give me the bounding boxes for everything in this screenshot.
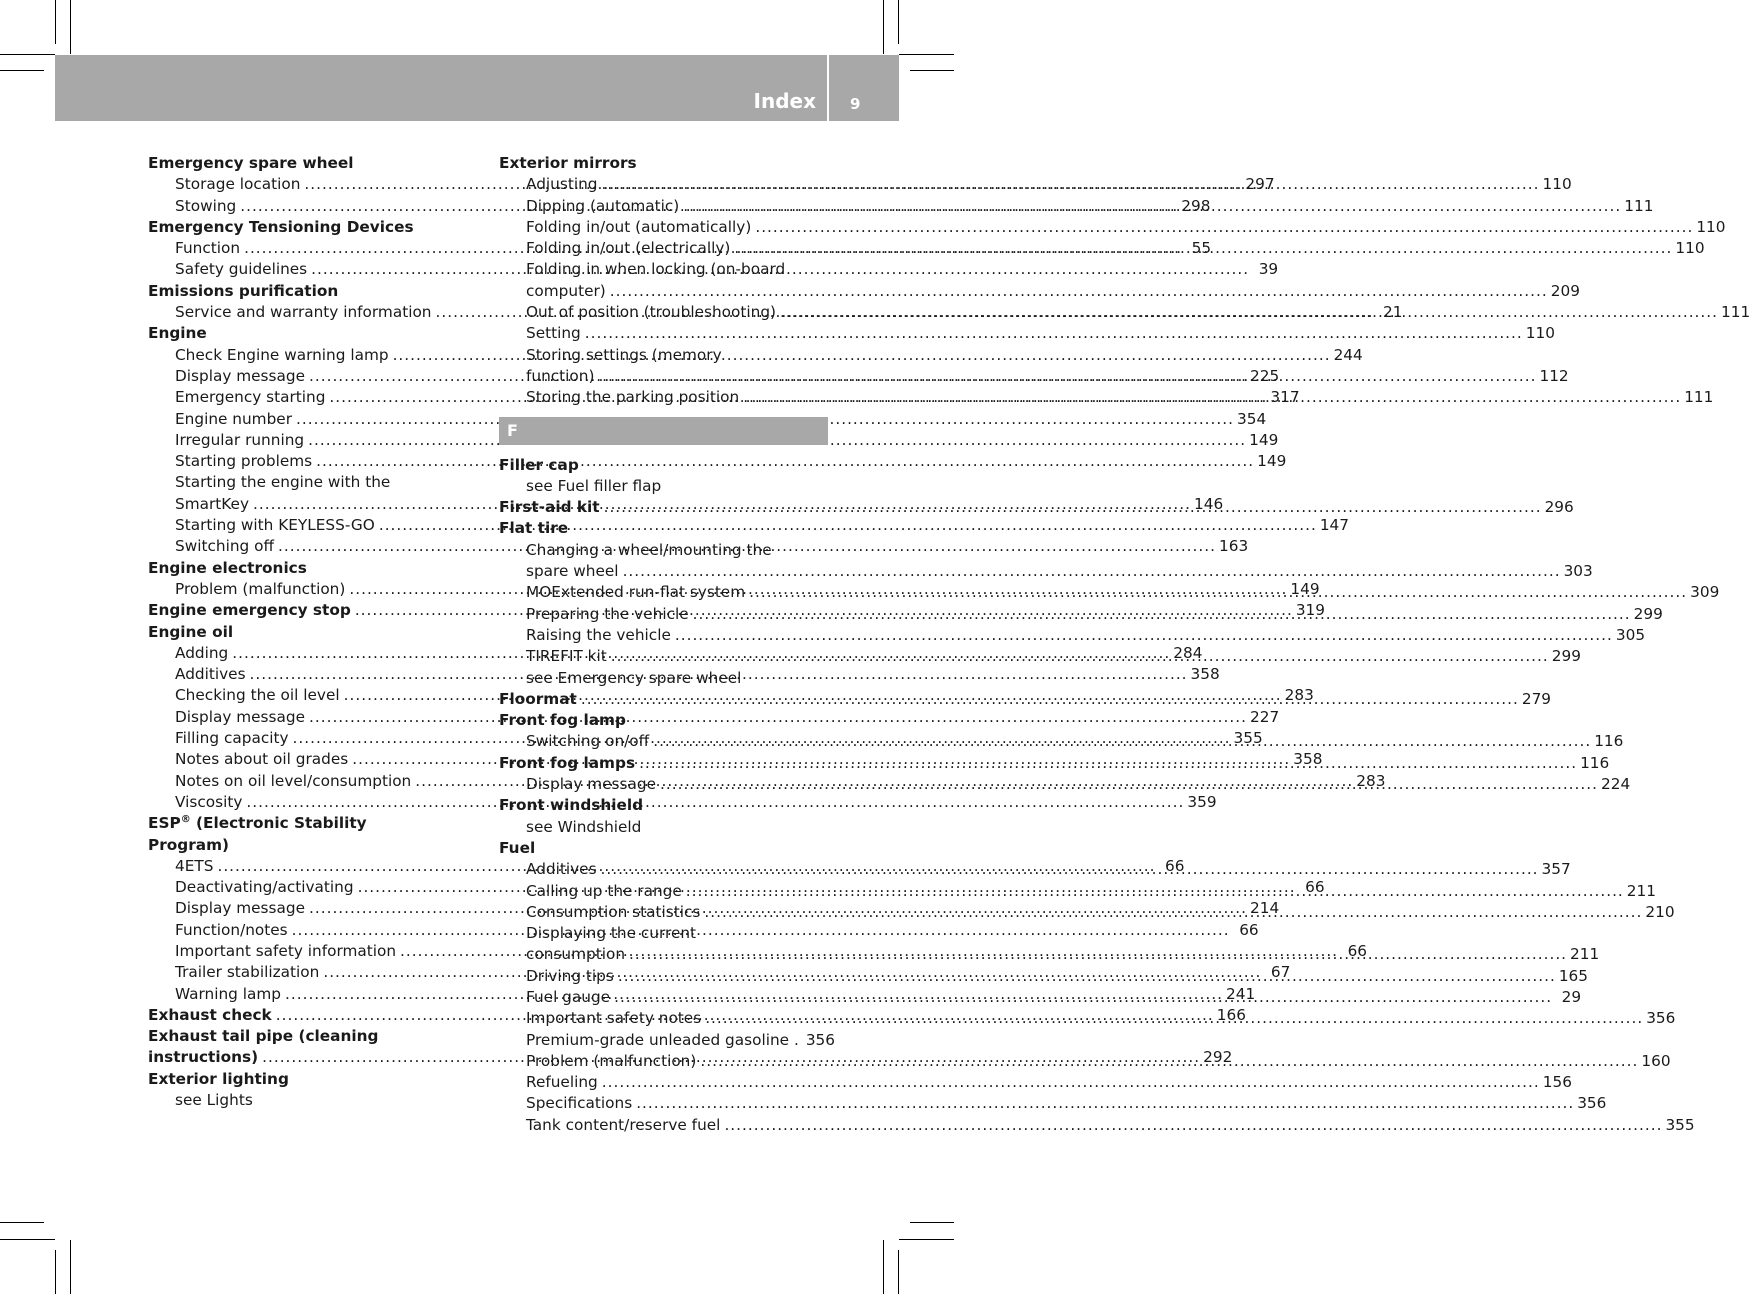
index-subentry — [499, 323, 1555, 344]
entry-label: see Lights — [175, 1091, 253, 1110]
crop-mark — [70, 1240, 71, 1294]
crop-mark — [55, 1250, 56, 1294]
index-subentry — [499, 476, 828, 497]
index-subentry — [499, 1030, 836, 1051]
leader-dots — [693, 604, 1631, 625]
leader-dots — [636, 1093, 1574, 1114]
index-entry — [499, 710, 828, 731]
index-subentry — [148, 1090, 477, 1111]
page-reference[interactable]: 296 — [1544, 498, 1574, 517]
entry-label: Flat tire — [499, 519, 569, 538]
section-letter-bar: F — [499, 417, 828, 445]
entry-label: Engine — [148, 324, 207, 343]
entry-label: Filling capacity — [175, 729, 289, 748]
index-entry — [148, 217, 477, 238]
entry-label: Preparing the vehicle — [526, 604, 689, 623]
page-reference[interactable]: 283 — [1356, 771, 1386, 790]
entry-label: Fuel — [499, 838, 536, 857]
crop-mark — [883, 1240, 884, 1294]
entry-label: Front fog lamps — [499, 753, 636, 772]
index-subentry — [499, 345, 828, 366]
index-entry — [148, 153, 477, 174]
entry-label: Driving tips — [526, 966, 614, 985]
entry-label: Display message — [175, 366, 305, 385]
entry-label: TIREFIT kit — [526, 647, 607, 666]
index-entry — [148, 813, 477, 834]
page-reference[interactable]: 355 — [1665, 1115, 1695, 1134]
entry-label: Service and warranty information — [175, 303, 432, 322]
index-subentry — [499, 923, 828, 944]
index-subentry — [499, 259, 828, 280]
entry-label: Switching on/off — [526, 732, 650, 751]
entry-label: Starting the engine with the — [175, 473, 391, 492]
entry-label: instructions) — [148, 1048, 259, 1067]
entry-label: Function — [175, 239, 241, 258]
entry-label: Display message — [526, 775, 656, 794]
entry-label: Refueling — [526, 1073, 598, 1092]
page-reference[interactable]: 165 — [1558, 966, 1589, 985]
crop-mark — [899, 1239, 954, 1240]
entry-label: 4ETS — [175, 856, 214, 875]
entry-label: computer) — [526, 281, 606, 300]
page-reference[interactable]: 358 — [1293, 750, 1323, 769]
page-reference[interactable]: 356 — [1646, 1009, 1676, 1028]
index-subentry — [148, 472, 477, 493]
entry-label: Safety guidelines — [175, 260, 308, 279]
leader-dots — [704, 902, 1642, 923]
entry-label: SmartKey — [175, 494, 250, 513]
entry-label: Check Engine warning lamp — [175, 345, 389, 364]
crop-mark — [898, 0, 899, 44]
leader-dots — [780, 302, 1718, 323]
entry-label: ESP — [148, 814, 181, 833]
leader-dots — [601, 174, 1539, 195]
entry-label: Exhaust check — [148, 1005, 272, 1024]
entry-label: see Windshield — [526, 817, 642, 836]
entry-label: Deactivating/activating — [175, 878, 354, 897]
page-reference[interactable]: 116 — [1594, 732, 1624, 751]
entry-label: Display message — [175, 707, 305, 726]
page-reference[interactable]: 283 — [1284, 686, 1314, 705]
crop-mark — [0, 70, 44, 71]
page-reference[interactable]: 299 — [1633, 604, 1663, 623]
leader-dots — [601, 859, 1539, 880]
leader-dots — [611, 646, 1549, 667]
page-reference[interactable]: 66 — [1164, 856, 1185, 875]
entry-label: Important safety notes — [526, 1009, 702, 1028]
page-reference[interactable]: 111 — [1624, 196, 1654, 215]
entry-label: Tank content/reserve fuel — [526, 1115, 721, 1134]
leader-dots — [749, 582, 1687, 603]
entry-label: Setting — [526, 324, 581, 343]
page-reference[interactable]: 317 — [1270, 388, 1300, 407]
page-reference[interactable]: 356 — [1577, 1094, 1607, 1113]
leader-dots — [623, 561, 1561, 582]
page-reference[interactable]: 359 — [1187, 792, 1217, 811]
index-subentry — [499, 668, 828, 689]
index-entry — [499, 518, 828, 539]
leader-dots — [585, 323, 1523, 344]
index-subentry — [499, 817, 828, 838]
page-reference[interactable]: 39 — [1258, 260, 1279, 279]
page-reference[interactable]: 298 — [1181, 196, 1211, 215]
crop-mark — [0, 1239, 55, 1240]
entry-label: Engine oil — [148, 622, 234, 641]
page-reference[interactable]: 67 — [1270, 963, 1291, 982]
page-reference[interactable]: 55 — [1191, 239, 1212, 258]
leader-dots — [618, 966, 1556, 987]
page-reference[interactable]: 66 — [1239, 920, 1259, 939]
crop-mark — [883, 0, 884, 54]
leader-dots — [629, 944, 1567, 965]
entry-label: Display message — [175, 899, 305, 918]
leader-dots — [639, 753, 1577, 774]
page-reference[interactable]: 309 — [1690, 583, 1720, 602]
index-subentry — [499, 281, 1580, 302]
page-reference[interactable]: 110 — [1696, 217, 1726, 236]
entry-label: Front fog lamp — [499, 711, 626, 730]
leader-dots — [734, 238, 1672, 259]
entry-label: Warning lamp — [175, 984, 281, 1003]
entry-label: Consumption statistics — [526, 902, 701, 921]
index-subentry — [499, 1093, 1607, 1114]
entry-label: Function/notes — [175, 920, 288, 939]
leader-dots — [724, 1115, 1662, 1136]
entry-label: Additives — [526, 860, 597, 879]
index-entry — [148, 323, 477, 344]
leader-dots — [700, 1051, 1638, 1072]
entry-label: Switching off — [175, 537, 274, 556]
entry-label: Program) — [148, 835, 230, 854]
entry-label: Storage location — [175, 175, 301, 194]
entry-label: Storing settings (memory — [526, 345, 722, 364]
index-subentry — [499, 217, 1726, 238]
crop-mark — [55, 0, 56, 44]
page-reference[interactable]: 166 — [1216, 1005, 1246, 1024]
leader-dots — [602, 1072, 1540, 1093]
entry-label: Additives — [175, 665, 246, 684]
page-reference[interactable]: 111 — [1721, 303, 1750, 322]
entry-label: Premium-grade unleaded gasoline . — [526, 1030, 799, 1049]
entry-label: Out of position (troubleshooting) — [526, 303, 777, 322]
page-reference[interactable]: 211 — [1570, 945, 1600, 964]
entry-label: Folding in/out (automatically) — [526, 217, 752, 236]
index-subentry — [499, 1115, 1695, 1136]
entry-label: Emergency spare wheel — [148, 154, 354, 172]
page-reference[interactable]: 149 — [1249, 430, 1279, 449]
entry-label: Irregular running — [175, 430, 305, 449]
leader-dots — [610, 281, 1548, 302]
page-reference[interactable]: 209 — [1550, 281, 1580, 300]
page-reference[interactable]: 224 — [1601, 775, 1631, 794]
page-reference[interactable]: 66 — [1347, 941, 1368, 960]
entry-label: Adjusting — [526, 175, 598, 194]
entry-label: MOExtended run-flat system — [526, 583, 746, 602]
page-reference[interactable]: 241 — [1226, 984, 1256, 1003]
page-reference[interactable]: 357 — [1541, 860, 1571, 879]
entry-label: Calling up the range — [526, 881, 682, 900]
leader-dots — [686, 881, 1624, 902]
entry-label: spare wheel — [526, 562, 619, 581]
entry-label: Emergency Tensioning Devices — [148, 217, 414, 236]
crop-mark — [70, 0, 71, 54]
page-reference[interactable]: 354 — [1237, 409, 1267, 428]
index-entry — [499, 153, 828, 174]
page-number: 9 — [850, 95, 861, 113]
crop-mark — [898, 1250, 899, 1294]
header-divider — [827, 55, 829, 121]
page-reference[interactable]: 214 — [1250, 899, 1280, 918]
index-subentry — [499, 625, 1646, 646]
leader-dots — [604, 497, 1542, 518]
page-reference[interactable]: 225 — [1250, 366, 1280, 385]
page-reference[interactable]: 29 — [1561, 987, 1582, 1006]
crop-mark — [910, 70, 954, 71]
page-reference[interactable]: 244 — [1333, 345, 1363, 364]
page-reference[interactable]: 21 — [1383, 303, 1403, 322]
index-entry — [148, 622, 477, 643]
entry-label: Viscosity — [175, 792, 243, 811]
entry-label: Notes about oil grades — [175, 750, 349, 769]
entry-label: Stowing — [175, 196, 237, 215]
page-reference[interactable]: 112 — [1539, 366, 1569, 385]
index-entry — [499, 838, 828, 859]
leader-dots — [743, 387, 1681, 408]
page-reference[interactable]: 110 — [1525, 324, 1555, 343]
page-reference[interactable]: 292 — [1203, 1048, 1233, 1067]
page-reference[interactable]: 299 — [1551, 647, 1581, 666]
leader-dots — [581, 689, 1519, 710]
entry-label: Engine emergency stop — [148, 601, 351, 620]
entry-label: Exhaust tail pipe (cleaning — [148, 1027, 379, 1046]
entry-label: Emergency starting — [175, 388, 326, 407]
entry-label: consumption — [526, 945, 626, 964]
page-reference[interactable]: 149 — [1257, 452, 1287, 471]
page-reference[interactable]: 356 — [805, 1030, 836, 1049]
entry-label: Specifications — [526, 1094, 633, 1113]
entry-label: Engine electronics — [148, 558, 307, 577]
page-reference[interactable]: 116 — [1580, 753, 1610, 772]
leader-dots — [653, 731, 1591, 752]
entry-label: Folding in when locking (on-board — [526, 260, 786, 279]
index-entry — [148, 281, 477, 302]
page-reference[interactable]: 163 — [1219, 537, 1249, 556]
index-entry — [148, 835, 477, 856]
entry-label: see Emergency spare wheel — [526, 668, 742, 687]
index-entry — [499, 455, 828, 476]
index-entry — [148, 1069, 477, 1090]
entry-label: function) — [526, 366, 595, 385]
page-reference[interactable]: 110 — [1675, 239, 1705, 258]
index-entry — [499, 795, 828, 816]
entry-label: First-aid kit — [499, 498, 600, 517]
leader-dots — [614, 987, 1552, 1008]
page-reference[interactable]: 279 — [1521, 689, 1552, 708]
registered-mark: ® — [180, 814, 191, 826]
entry-label: Displaying the current — [526, 924, 697, 943]
entry-label: Trailer stabilization — [175, 963, 320, 982]
page-reference[interactable]: 156 — [1542, 1073, 1572, 1092]
entry-label: Storing the parking position — [526, 388, 740, 407]
leader-dots — [705, 1008, 1643, 1029]
index-subentry — [499, 540, 828, 561]
page-reference[interactable]: 160 — [1641, 1051, 1671, 1070]
page-reference[interactable]: 210 — [1645, 902, 1675, 921]
page-reference[interactable]: 147 — [1319, 516, 1350, 535]
entry-label: Important safety information — [175, 941, 397, 960]
page-reference[interactable]: 305 — [1615, 625, 1646, 644]
page-reference[interactable]: 211 — [1626, 881, 1656, 900]
index-entry — [148, 1026, 477, 1047]
leader-dots — [755, 217, 1693, 238]
page-reference[interactable]: 358 — [1190, 665, 1220, 684]
leader-dots — [660, 774, 1598, 795]
entry-label: Starting problems — [175, 452, 313, 471]
entry-label: Adding — [175, 643, 229, 662]
page-title: Index — [753, 89, 816, 113]
page-reference[interactable]: 111 — [1684, 388, 1714, 407]
index-subentry — [499, 1072, 1572, 1093]
entry-label: Changing a wheel/mounting the — [526, 540, 772, 559]
entry-label: Problem (malfunction) — [526, 1051, 697, 1070]
entry-label: Filler cap — [499, 455, 579, 474]
crop-mark — [899, 54, 954, 55]
entry-label: Front windshield — [499, 796, 644, 815]
page-reference[interactable]: 149 — [1290, 579, 1320, 598]
entry-label: Exterior lighting — [148, 1069, 289, 1088]
entry-label: Engine number — [175, 409, 292, 428]
leader-dots — [598, 366, 1536, 387]
page-reference[interactable]: 355 — [1233, 729, 1263, 748]
entry-label: Floormat — [499, 689, 577, 708]
entry-label: Raising the vehicle — [526, 625, 671, 644]
crop-mark — [0, 54, 55, 55]
page-reference[interactable]: 110 — [1542, 175, 1572, 194]
leader-dots — [683, 196, 1621, 217]
entry-label-rest: (Electronic Stability — [190, 814, 367, 833]
page-reference[interactable]: 227 — [1250, 707, 1280, 726]
page-reference[interactable]: 303 — [1563, 562, 1593, 581]
page-reference[interactable]: 66 — [1305, 878, 1325, 897]
entry-label: Notes on oil level/consumption — [175, 771, 412, 790]
entry-label: Checking the oil level — [175, 686, 340, 705]
leader-dots — [675, 625, 1613, 646]
entry-label: Emissions purification — [148, 281, 339, 300]
index-subentry — [148, 409, 1267, 430]
page-reference[interactable]: 284 — [1173, 643, 1203, 662]
crop-mark — [0, 1222, 44, 1223]
entry-label: Starting with KEYLESS-GO — [175, 516, 375, 535]
entry-label: Exterior mirrors — [499, 154, 637, 172]
page-reference[interactable]: 297 — [1245, 175, 1275, 194]
index-subentry — [499, 561, 1593, 582]
page-reference[interactable]: 319 — [1295, 601, 1326, 620]
entry-label: Problem (malfunction) — [175, 579, 346, 598]
page-reference[interactable]: 146 — [1194, 494, 1224, 513]
entry-label: see Fuel filler flap — [526, 476, 662, 495]
index-entry — [148, 558, 477, 579]
entry-label: Folding in/out (electrically) — [526, 239, 731, 258]
index-subentry — [148, 430, 1279, 451]
entry-label: Dipping (automatic) — [526, 196, 680, 215]
crop-mark — [910, 1222, 954, 1223]
entry-label: Fuel gauge — [526, 987, 611, 1006]
